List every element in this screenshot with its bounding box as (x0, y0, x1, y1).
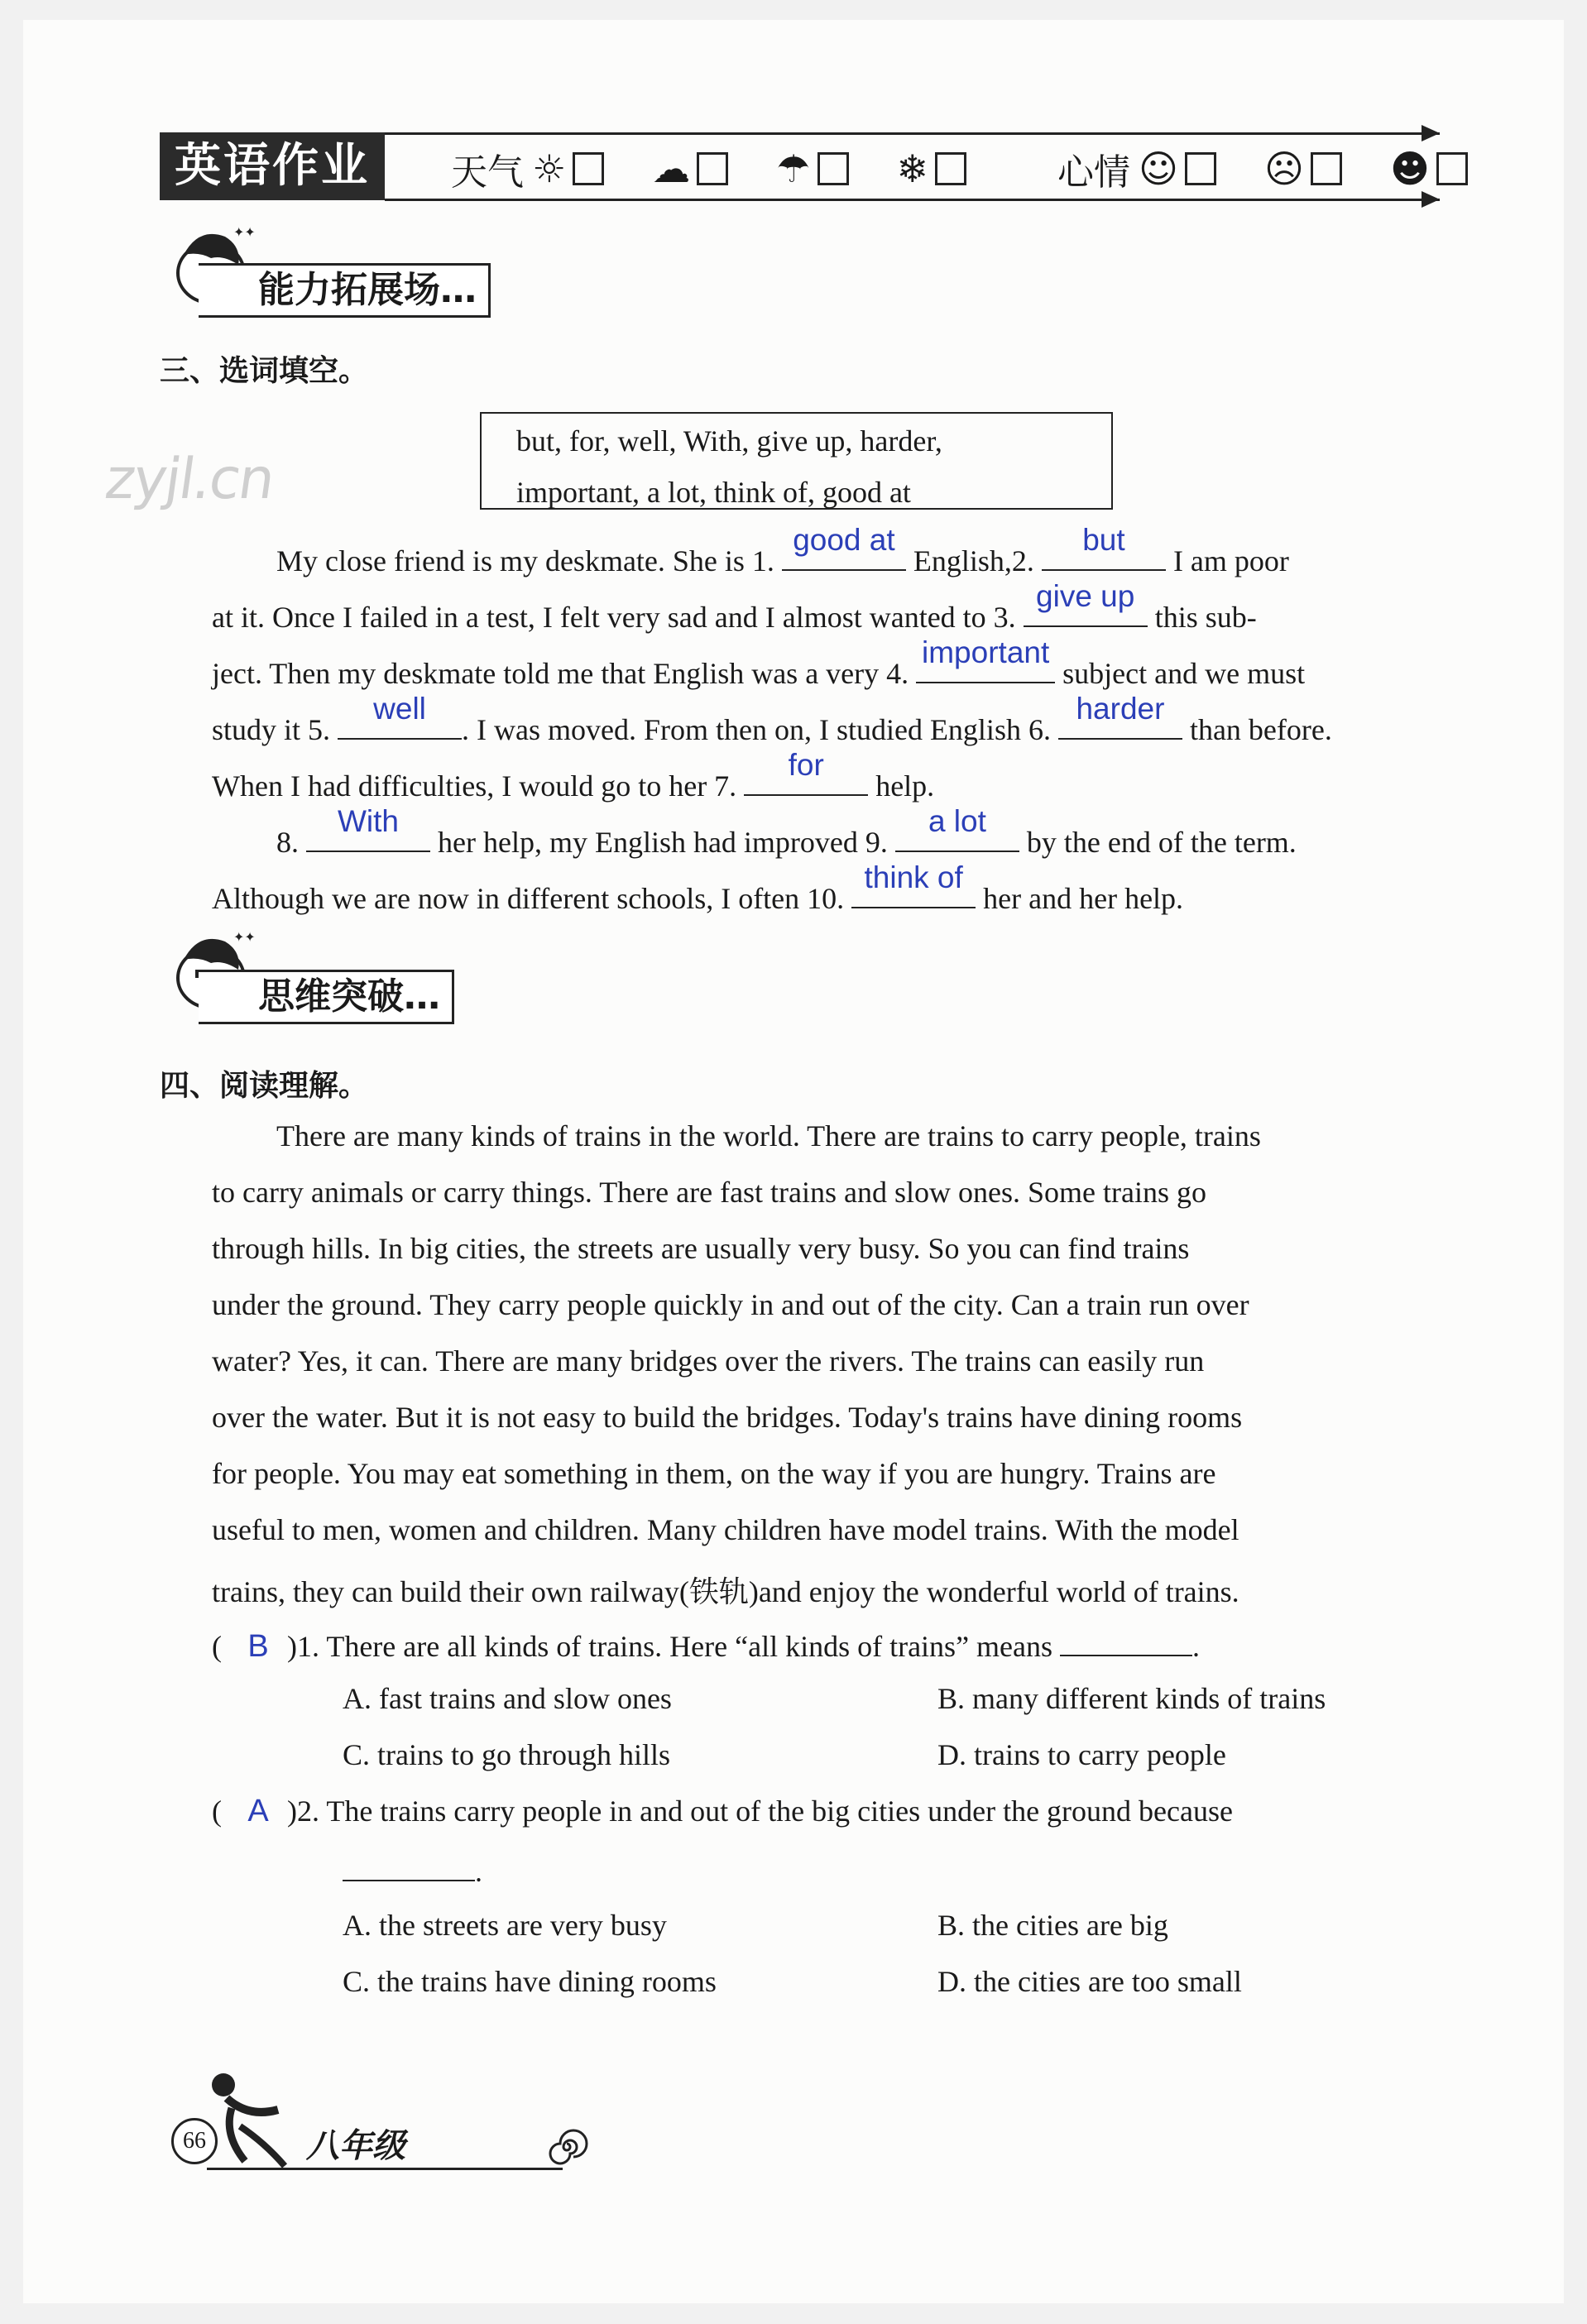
page-number: 66 (171, 2118, 218, 2164)
word-bank-box (480, 412, 1113, 510)
cloze-line (212, 860, 1450, 916)
cloze-text: English,2. (913, 544, 1034, 577)
cloze-text: My close friend is my deskmate. She is 1. (276, 544, 774, 577)
happy-face-icon: ☻ (1389, 146, 1430, 191)
mood-checkbox[interactable] (1436, 152, 1468, 185)
cloze-text: her and her help. (983, 882, 1184, 915)
passage-line: under the ground. They carry people quickly in and out of the city. Can a train run over (212, 1288, 1249, 1321)
question-text: )2. The trains carry people in and out of the big cities under the ground because (287, 1795, 1233, 1828)
cloze-text: I am poor (1172, 544, 1289, 577)
answer-blank-10[interactable] (851, 860, 976, 908)
footer-rule (207, 2168, 563, 2170)
paren-open: ( (212, 1630, 222, 1663)
cloze-text: When I had difficulties, I would go to her 7. (212, 769, 737, 803)
cloze-line (276, 523, 1514, 578)
answer-1: good at (793, 523, 895, 557)
sun-icon: ☼ (532, 146, 567, 191)
cloze-line (212, 579, 1450, 635)
option-c[interactable]: C. trains to go through hills (343, 1738, 670, 1771)
question-1-stem (212, 1625, 1200, 1665)
mood-label: 心情 (1057, 151, 1131, 194)
answer-blank-9[interactable] (895, 804, 1019, 852)
question-tail: . (1192, 1630, 1201, 1663)
cloze-text: at it. Once I failed in a test, I felt very sad and I almost wanted to 3. (212, 601, 1016, 634)
passage-line: through hills. In big cities, the streets are usually very busy. So you can find trains (212, 1232, 1190, 1265)
mood-checkbox[interactable] (1311, 152, 1342, 185)
answer-3: give up (1036, 579, 1135, 613)
answer-blank-8[interactable] (306, 804, 430, 852)
passage-line: to carry animals or carry things. There are fast trains and slow ones. Some trains go (212, 1176, 1206, 1209)
question-tail: . (475, 1855, 482, 1888)
section-banner-thinking: 思维突破… (199, 970, 454, 1024)
answer-blank-1[interactable] (782, 523, 906, 571)
word-bank-line: but, for, well, With, give up, harder, (516, 424, 942, 458)
answer-blank-4[interactable] (916, 635, 1055, 683)
option-c[interactable]: C. the trains have dining rooms (343, 1965, 717, 1998)
svg-text:✦✦: ✦✦ (233, 931, 256, 945)
answer-blank-6[interactable] (1058, 692, 1182, 740)
spiral-icon (546, 2126, 587, 2168)
option-b[interactable]: B. many different kinds of trains (937, 1682, 1326, 1715)
weather-checkbox[interactable] (817, 152, 849, 185)
answer-blank-3[interactable] (1024, 579, 1148, 627)
option-d[interactable]: D. trains to carry people (937, 1738, 1226, 1771)
answer-blank-2[interactable] (1042, 523, 1166, 571)
answer-4: important (922, 635, 1050, 669)
option-d[interactable]: D. the cities are too small (937, 1965, 1242, 1998)
weather-label: 天气 (451, 151, 524, 194)
passage-line: useful to men, women and children. Many children have model trains. With the model (212, 1513, 1239, 1546)
section-banner-expansion: 能力拓展场… (199, 263, 491, 318)
header-top-rule (385, 132, 1440, 135)
cloze-line (276, 804, 1514, 860)
answer-8: With (338, 804, 399, 838)
section-heading-reading: 四、阅读理解。 (160, 1069, 369, 1103)
question-blank (343, 1850, 475, 1881)
question-text: )1. There are all kinds of trains. Here “all kinds of trains” means (287, 1630, 1053, 1663)
answer-blank-5[interactable] (338, 692, 462, 740)
weather-checkbox[interactable] (935, 152, 966, 185)
passage-line: There are many kinds of trains in the world. There are trains to carry people, trains (276, 1119, 1261, 1152)
question-1-answer[interactable]: B (247, 1629, 269, 1664)
question-blank (1060, 1625, 1192, 1656)
answer-blank-7[interactable] (744, 748, 868, 796)
passage-line: over the water. But it is not easy to build the bridges. Today's trains have dining rooms (212, 1401, 1243, 1434)
cloze-text: ject. Then my deskmate told me that English was a very 4. (212, 657, 909, 690)
question-2-answer[interactable]: A (247, 1794, 269, 1828)
cloze-text: her help, my English had improved 9. (438, 826, 888, 859)
cloud-icon: ☁ (652, 146, 691, 191)
cloze-text: this sub- (1154, 601, 1257, 634)
mood-checkbox[interactable] (1185, 152, 1216, 185)
cloze-text: than before. (1189, 713, 1332, 746)
cloze-text: Although we are now in different schools, I often 10. (212, 882, 845, 915)
answer-5: well (373, 692, 426, 726)
answer-7: for (788, 748, 824, 782)
option-b[interactable]: B. the cities are big (937, 1909, 1168, 1942)
watermark: zyjl.cn (101, 447, 278, 512)
cloze-text: . I was moved. From then on, I studied English 6. (462, 713, 1051, 746)
subject-title: 英语作业 (160, 132, 385, 200)
question-2-blank-line (343, 1850, 482, 1889)
passage-line: water? Yes, it can. There are many bridges over the rivers. The trains can easily run (212, 1344, 1205, 1378)
cloze-text: by the end of the term. (1026, 826, 1297, 859)
answer-2: but (1082, 523, 1125, 557)
cloze-text: 8. (276, 826, 299, 859)
smile-face-icon: ☺ (1139, 146, 1179, 191)
sad-face-icon: ☹ (1264, 146, 1304, 191)
cloze-line (212, 748, 1450, 803)
question-2-stem (212, 1794, 1233, 1829)
word-bank-line: important, a lot, think of, good at (516, 476, 911, 509)
weather-checkbox[interactable] (573, 152, 604, 185)
answer-9: a lot (928, 804, 986, 838)
answer-6: harder (1076, 692, 1165, 726)
cloze-text: study it 5. (212, 713, 331, 746)
option-a[interactable]: A. the streets are very busy (343, 1909, 667, 1942)
weather-checkbox[interactable] (697, 152, 728, 185)
weather-mood-row (451, 137, 1468, 200)
option-a[interactable]: A. fast trains and slow ones (343, 1682, 672, 1715)
cloze-text: subject and we must (1062, 657, 1306, 690)
section-heading-fill-in: 三、选词填空。 (160, 354, 369, 388)
cloze-line (212, 692, 1450, 747)
cloze-line (212, 635, 1450, 691)
cloze-text: help. (875, 769, 935, 803)
answer-10: think of (864, 860, 963, 894)
grade-label: 八年级 (306, 2127, 405, 2165)
snow-icon: ❄ (896, 146, 929, 191)
passage-line: trains, they can build their own railway(铁轨)and enjoy the wonderful world of trains. (212, 1575, 1239, 1608)
paren-open: ( (212, 1795, 222, 1828)
svg-text:✦✦: ✦✦ (233, 226, 256, 240)
rain-icon: ☂ (776, 146, 811, 191)
passage-line: for people. You may eat something in them, on the way if you are hungry. Trains are (212, 1457, 1216, 1490)
